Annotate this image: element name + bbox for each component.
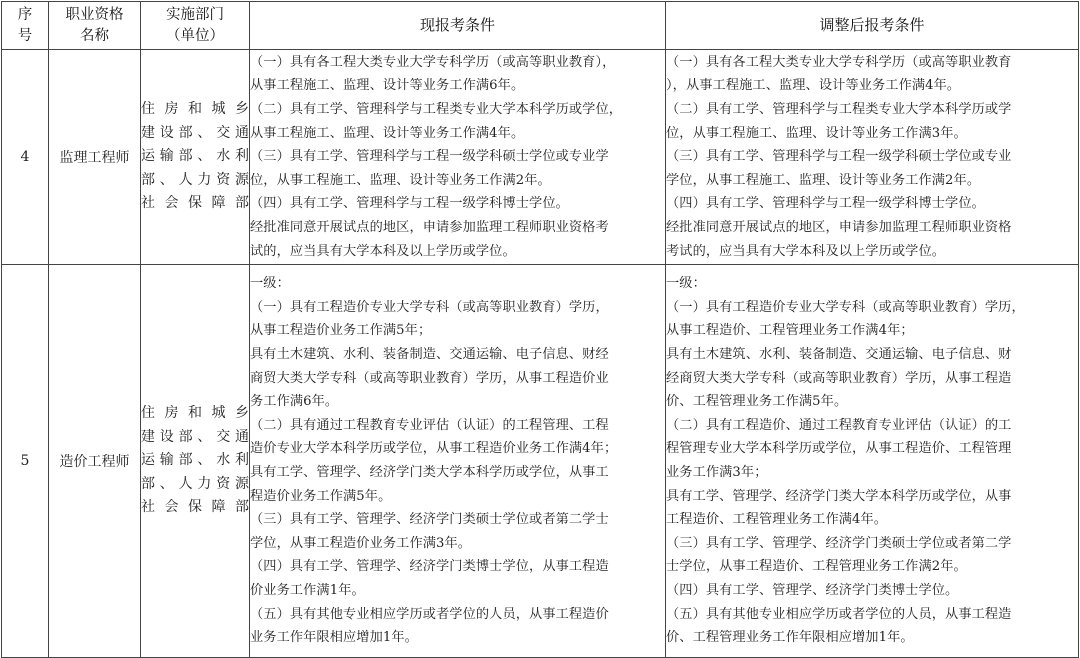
row-seq: 4: [2, 50, 49, 265]
row-seq: 5: [2, 265, 49, 658]
header-current-conditions: 现报考条件: [250, 2, 666, 50]
row-qualification-name: 造价工程师: [49, 265, 141, 658]
row-current-conditions: 一级： （一）具有工程造价专业大学专科（或高等职业教育）学历， 从事工程造价业务工作满5年； 具有土木建筑、水利、装备制造、交通运输、电子信息、财经 商贸大类大学专科（或高等职业教育）学历，从事工程造价业 务工作满6年。 （二）具有通过工程教育专业评估（认证）的工程管理、工程 造价专业大学本科学历或学位，从事工程造价业务工作满4年； 具有工学、管理学、经济学门类大学本科学历或学位，从事工 程造价业务工作满5年。 （三）具有工学、管理学、经济学门类硕士学位或者第二学士 学位，从事工程造价业务工作满3年。 （四）具有工学、管理学、经济学门类博士学位，从事工程造 价业务工作满1年。 （五）具有其他专业相应学历或者学位的人员，从事工程造价 业务工作年限相应增加1年。: [250, 265, 666, 658]
table-row: [2, 50, 1079, 265]
row-adjusted-conditions: （一）具有各工程大类专业大学专科学历（或高等职业教育 ），从事工程施工、监理、设计等业务工作满4年。 （二）具有工学、管理科学与工程类专业大学本科学历或学 位，从事工程施工、监理、设计等业务工作满3年。 （三）具有工学、管理科学与工程一级学科硕士学位或专业 学位，从事工程施工、监理、设计等业务工作满2年。 （四）具有工学、管理科学与工程一级学科博士学位。 经批准同意开展试点的地区，申请参加监理工程师职业资格 考试的，应当具有大学本科及以上学历或学位。: [666, 50, 1079, 265]
header-name: 职业资格 名称: [49, 2, 141, 50]
qualification-table: [1, 1, 1079, 658]
table-row: [2, 265, 1079, 658]
row-qualification-name: 监理工程师: [49, 50, 141, 265]
header-dept: 实施部门 （单位）: [141, 2, 250, 50]
row-current-conditions: （一）具有各工程大类专业大学专科学历（或高等职业教育）， 从事工程施工、监理、设计等业务工作满6年。 （二）具有工学、管理科学与工程类专业大学本科学历或学位， 从事工程施工、监理、设计等业务工作满4年。 （三）具有工学、管理科学与工程一级学科硕士学位或专业学 位，从事工程施工、监理、设计等业务工作满2年。 （四）具有工学、管理科学与工程一级学科博士学位。 经批准同意开展试点的地区，申请参加监理工程师职业资格考 试的，应当具有大学本科及以上学历或学位。: [250, 50, 666, 265]
row-dept: 住房和城乡 建设部、交通 运输部、水利 部、人力资源 社会保障部: [141, 50, 250, 265]
row-dept: 住房和城乡 建设部、交通 运输部、水利 部、人力资源 社会保障部: [141, 265, 250, 658]
header-row: [2, 2, 1079, 50]
header-adjusted-conditions: 调整后报考条件: [666, 2, 1079, 50]
header-seq: 序 号: [2, 2, 49, 50]
row-adjusted-conditions: 一级： （一）具有工程造价专业大学专科（或高等职业教育）学历， 从事工程造价、工程管理业务工作满4年； 具有土木建筑、水利、装备制造、交通运输、电子信息、财 经商贸大类大学专科（或高等职业教育）学历，从事工程造 价、工程管理业务工作满5年。 （二）具有工程造价、通过工程教育专业评估（认证）的工 程管理专业大学本科学历或学位，从事工程造价、工程管理 业务工作满3年； 具有工学、管理学、经济学门类大学本科学历或学位，从事 工程造价、工程管理业务工作满4年。 （三）具有工学、管理学、经济学门类硕士学位或者第二学 士学位，从事工程造价、工程管理业务工作满2年。 （四）具有工学、管理学、经济学门类博士学位。 （五）具有其他专业相应学历或者学位的人员，从事工程造 价、工程管理业务工作年限相应增加1年。: [666, 265, 1079, 658]
